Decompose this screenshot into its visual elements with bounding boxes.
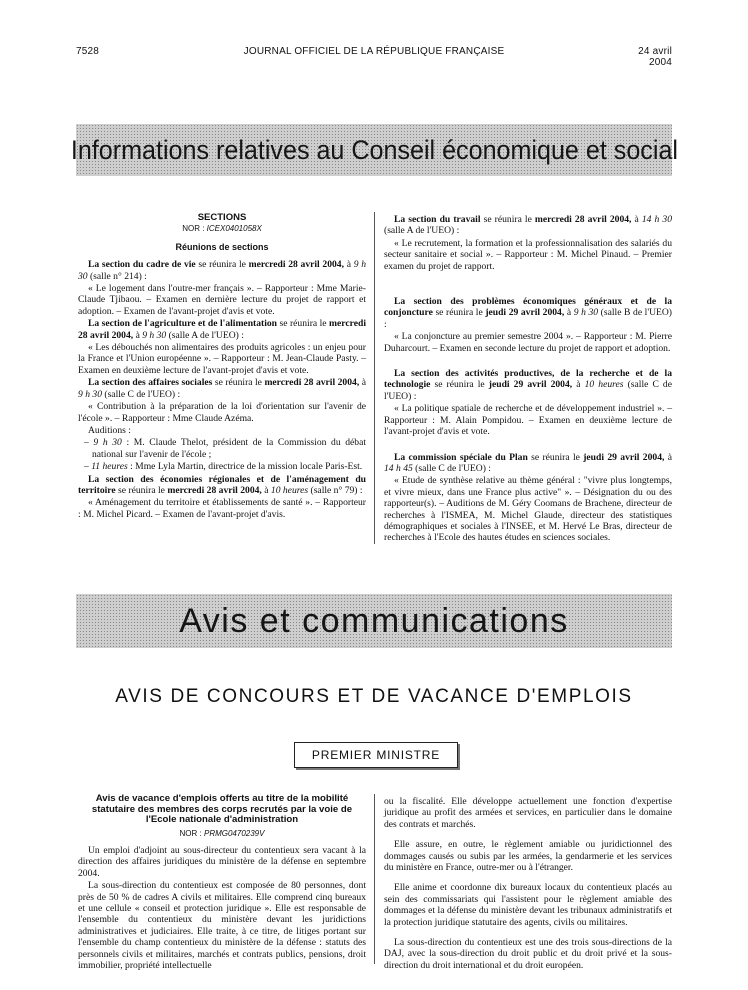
list-item: – 11 heures : Mme Lyla Martin, directrice de la mission locale Paris-Est.: [84, 461, 363, 473]
paragraph: La section de l'agriculture et de l'alimentation se réunira le mercredi 28 avril 2004, à 9 h 30 (salle A de l'UEO) :: [78, 318, 366, 341]
paragraph: La section du travail se réunira le mercredi 28 avril 2004, à 14 h 30 (salle A de l'UEO) :: [384, 214, 672, 237]
paragraph: La section des activités productives, de la recherche et de la technologie se réunira le jeudi 29 avril 2004, à 10 heures (salle C de l'UEO) :: [384, 368, 672, 402]
paragraph: Un emploi d'adjoint au sous-directeur du contentieux sera vacant à la direction des affaires juridiques du ministère de la défense en septembre 2004.: [78, 844, 366, 879]
paragraph: ou la fiscalité. Elle développe actuellement une fonction d'expertise juridique au profit des armées et services, en particulier dans le domaine des contrats et marchés.: [384, 796, 672, 830]
avis-heading: Avis de vacance d'emplois offerts au titre de la mobilité statutaire des membres des corps recrutés par la voie de l'Ecole nationale d'administration: [91, 793, 353, 825]
paragraph: Elle assure, en outre, le règlement amiable ou juridictionnel des dommages causés ou subis par les armées, la gendarmerie et les services du ministère en France, outre-mer ou à l'étranger.: [384, 839, 672, 874]
paragraph: La section des problèmes économiques généraux et de la conjoncture se réunira le jeudi 29 avril 2004, à 9 h 30 (salle B de l'UEO) :: [384, 296, 672, 330]
paragraph: « Contribution à la préparation de la loi d'orientation sur l'avenir de l'école ». – Rapporteur : Mme Claude Azéma.: [78, 401, 366, 424]
paragraph: « Etude de synthèse relative au thème général : "vivre plus longtemps, et vivre mieux, dans une France plus active" ». – Désignation du ou des rapporteur(s). – Auditions de M. Géry Coomans de Brachene, directeur de recherches à l'ISMEA, M. Michel Glaude, directeur des statistiques démographiques et sociales à l'INSEE, et M. Hervé Le Bras, directeur de recherches à l'Ecole des hautes études en sciences sociales.: [384, 475, 672, 544]
avis-banner-title: Avis et communications: [179, 601, 569, 640]
paragraph: La sous-direction du contentieux est une des trois sous-directions de la DAJ, avec la sous-direction du droit public et du droit privé et la sous-direction du droit international et du droit européen.: [384, 937, 672, 971]
ministry-label: PREMIER MINISTRE: [311, 748, 441, 762]
list-item: – 9 h 30 : M. Claude Thelot, président de la Commission du débat national sur l'avenir de l'école ;: [84, 437, 367, 460]
paragraph: La section du cadre de vie se réunira le mercredi 28 avril 2004, à 9 h 30 (salle n° 214) :: [78, 259, 366, 282]
paragraph: « Le logement dans l'outre-mer français ». – Rapporteur : Mme Marie-Claude Tjibaou. – Examen en dernière lecture du projet de rapport et adoption. – Examen de l'avant-projet d'avis et vote.: [78, 283, 366, 317]
paragraph: Elle anime et coordonne dix bureaux locaux du contentieux placés au sein des commissariats qui l'assistent pour le règlement amiable des dommages et la défense du ministère devant les tribunaux administratifs et la protection juridique statutaire des agents, civils ou militaires.: [384, 882, 672, 928]
journal-title: JOURNAL OFFICIEL DE LA RÉPUBLIQUE FRANÇAISE: [243, 46, 505, 57]
ministry-box: [294, 742, 458, 768]
paragraph: « Les débouchés non alimentaires des produits agricoles : un enjeu pour la France et l'Union européenne ». – Rapporteur : M. Jean-Claude Pasty. – Examen en deuxième lecture de l'avant-projet d'avis et vote.: [78, 342, 366, 376]
sections-right-column: [384, 214, 672, 545]
paragraph: « La conjoncture au premier semestre 2004 ». – Rapporteur : M. Pierre Duharcourt. – Examen en seconde lecture du projet de rapport et adoption.: [384, 331, 672, 354]
paragraph: « La politique spatiale de recherche et de développement industriel ». – Rapporteur : M. Alain Pompidou. – Examen en deuxième lecture de l'avant-projet d'avis et vote.: [384, 403, 672, 438]
concours-title: AVIS DE CONCOURS ET DE VACANCE D'EMPLOIS: [115, 686, 633, 707]
column-divider: [374, 212, 375, 544]
paragraph: Auditions :: [88, 424, 131, 436]
avis-nor: NOR : PRMG0470239V: [179, 828, 265, 838]
avis-banner: [76, 594, 672, 648]
paragraph: La section des affaires sociales se réunira le mercredi 28 avril 2004, à 9 h 30 (salle C de l'UEO) :: [78, 377, 366, 400]
sections-nor: NOR : ICEX0401058X: [182, 224, 262, 234]
paragraph: La sous-direction du contentieux est composée de 80 personnes, dont près de 50 % de cadres A civils et militaires. Elle comprend cinq bureaux et une cellule « conseil et protection juridique ». Elle est responsable de l'ensemble du contentieux du ministère devant les juridictions administratives et judiciaires. Elle traite, à ce titre, de litiges portant sur l'ensemble du champ contentieux du ministère de la défense : statuts des personnels civils et militaires, marchés et contrats publics, pensions, droit immobilier, propriété intellectuelle: [78, 880, 366, 971]
avis-right-column: [384, 796, 672, 972]
sections-left-column: [78, 212, 366, 521]
paragraph: La section des économies régionales et de l'aménagement du territoire se réunira le mercredi 28 avril 2004, à 10 heures (salle n° 79) :: [78, 473, 366, 496]
column-divider: [374, 794, 375, 964]
conseil-banner: [70, 124, 678, 176]
paragraph: « Aménagement du territoire et établissements de santé ». – Rapporteur : M. Michel Picard. – Examen de l'avant-projet d'avis.: [78, 497, 366, 520]
avis-left-column: [78, 794, 366, 972]
page-number: 7528: [76, 46, 100, 57]
paragraph: « Le recrutement, la formation et la professionnalisation des salariés du secteur sanitaire et social ». – Rapporteur : M. Michel Pinaud. – Premier examen du projet de rapport.: [384, 237, 672, 272]
header-date: 24 avril 2004: [638, 46, 672, 68]
paragraph: La commission spéciale du Plan se réunira le jeudi 29 avril 2004, à 14 h 45 (salle C de l'UEO) :: [384, 451, 672, 474]
conseil-banner-title: Informations relatives au Conseil économique et social: [70, 134, 678, 165]
sections-title: SECTIONS: [197, 212, 247, 223]
sections-subtitle: Réunions de sections: [175, 241, 269, 252]
